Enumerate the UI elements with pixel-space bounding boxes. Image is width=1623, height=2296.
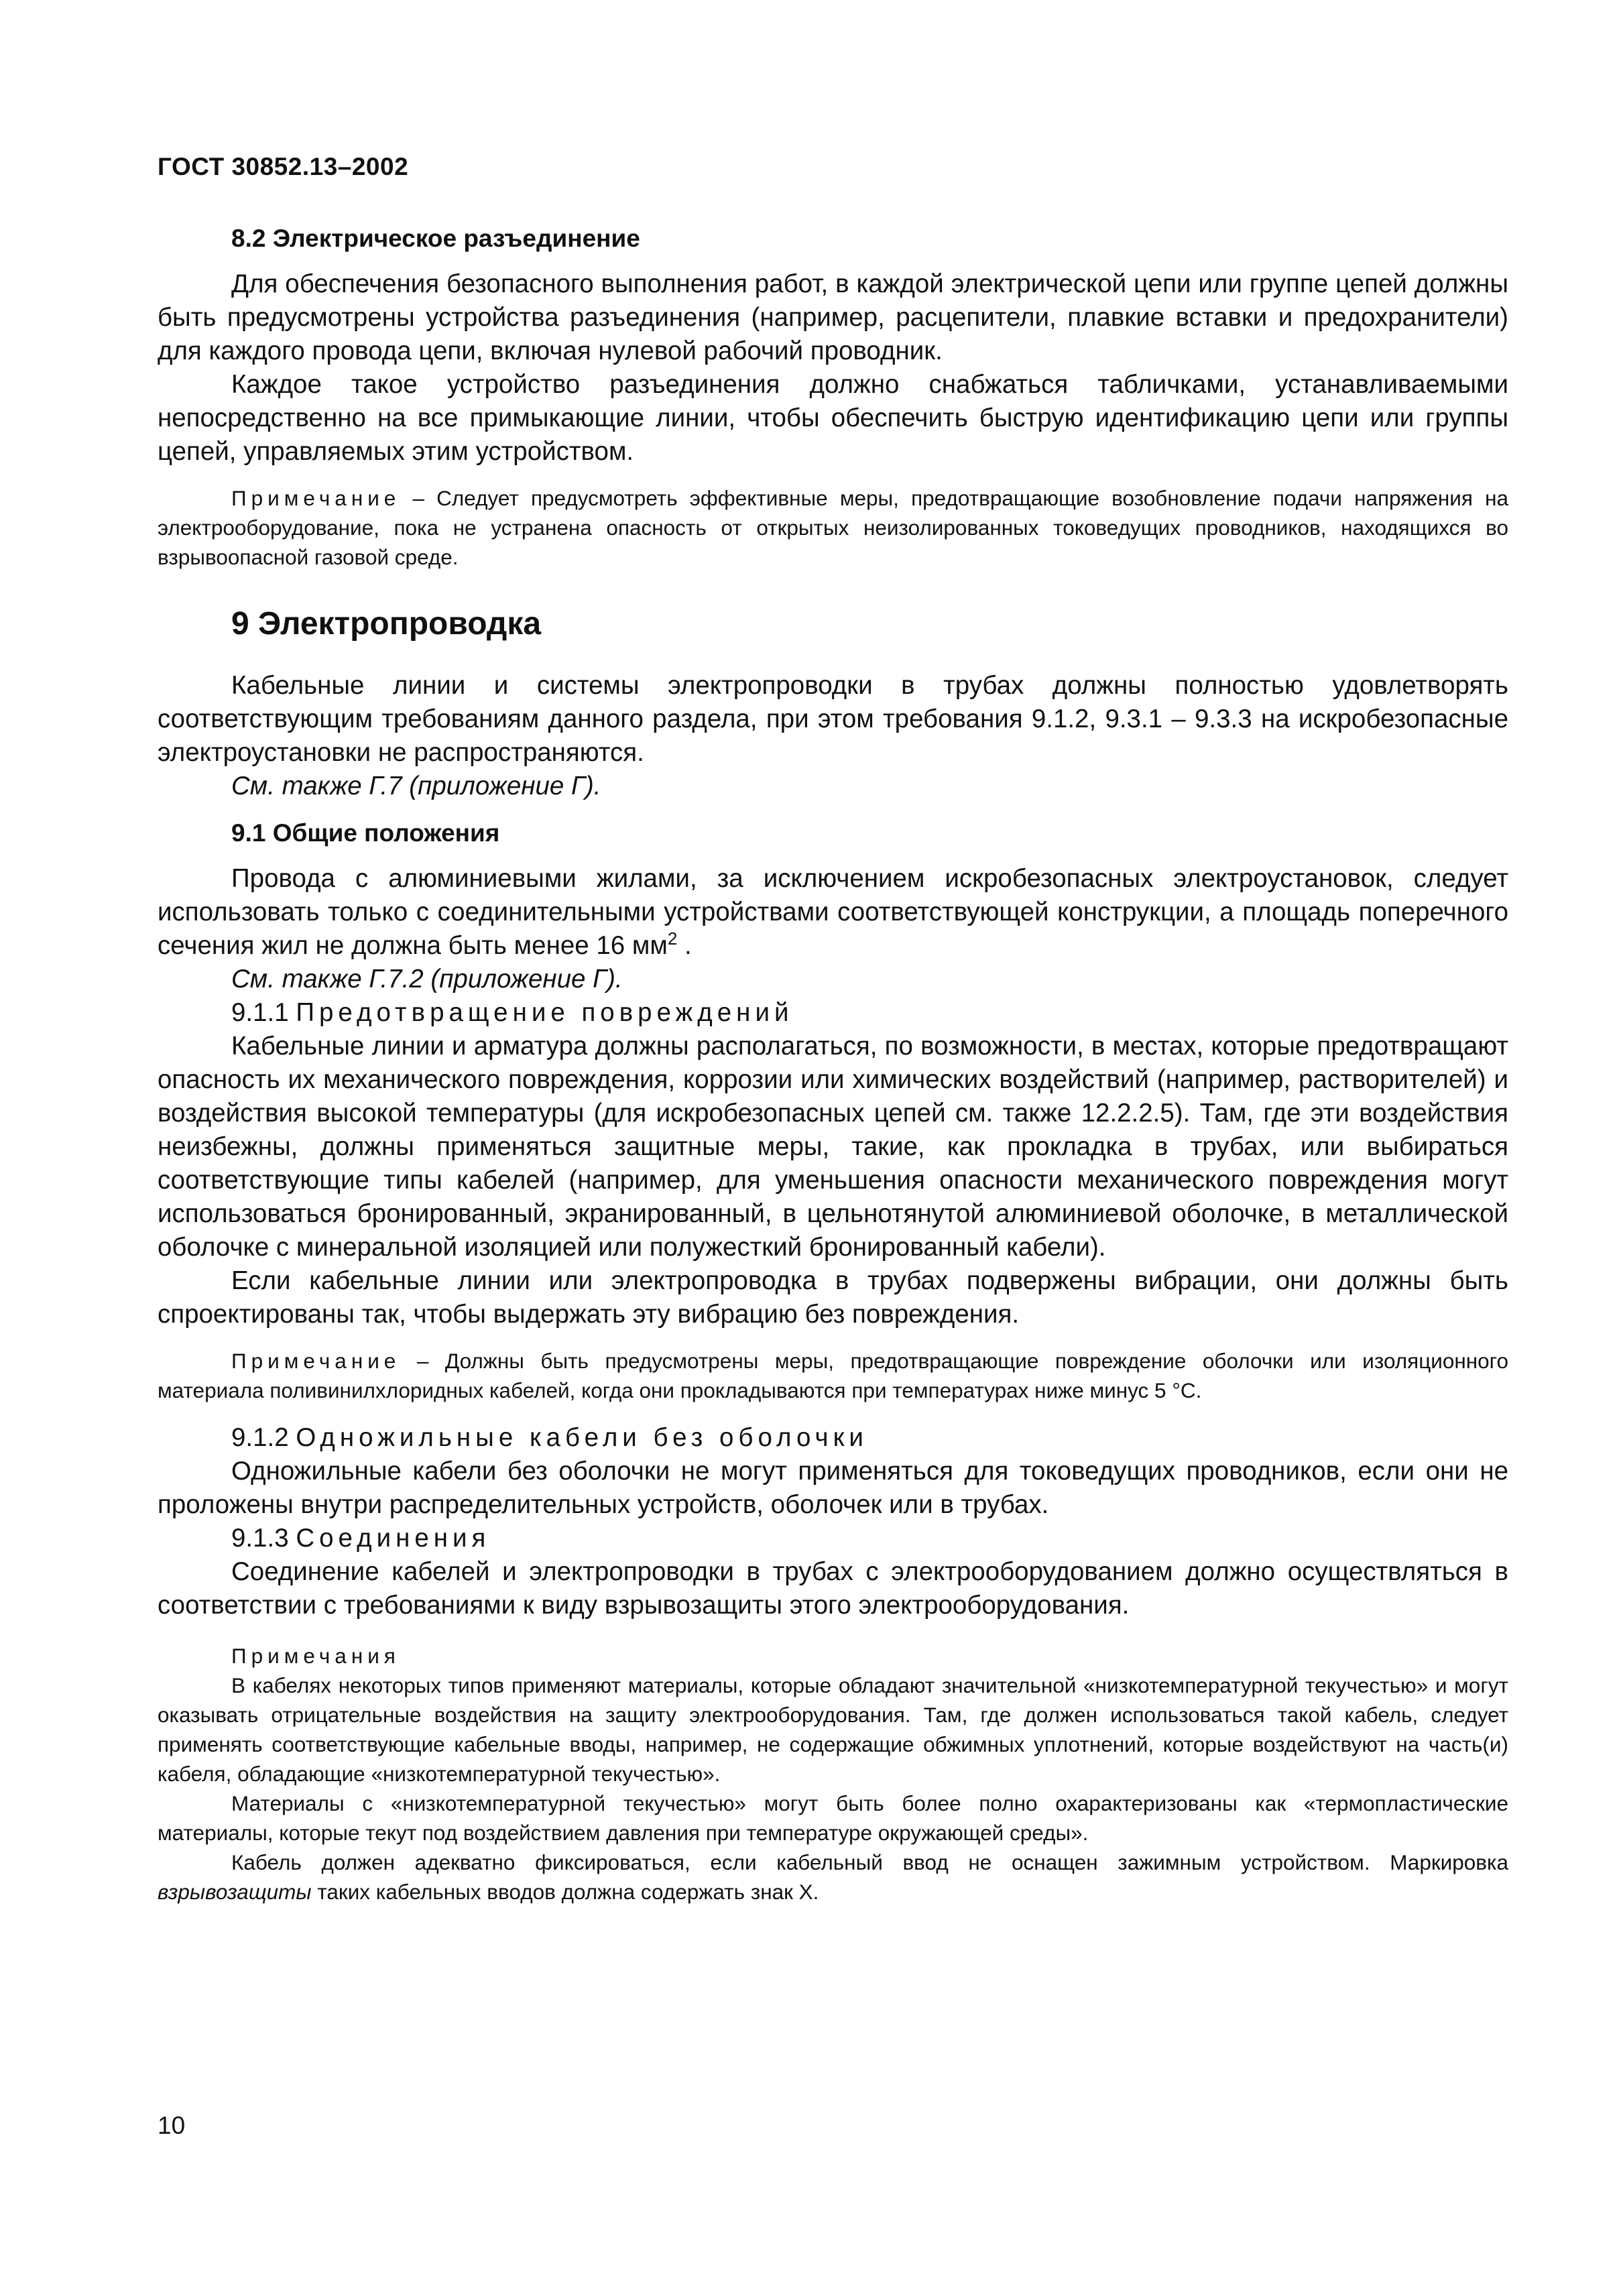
page-content [158,225,1508,1907]
paragraph-text: Провода с алюминиевыми жилами, за исключением искробезопасных электроустановок, следует использовать только с соединительными устройствами соответствующей конструкции, а площадь поперечного сечения жил не должна быть менее 16 мм [158,864,1508,960]
note-italic-term: взрывозащиты [158,1880,312,1904]
note-label: Примечание [231,1349,401,1373]
paragraph: Каждое такое устройство разъединения должно снабжаться табличками, устанавливаемыми непосредственно на все примыкающие линии, чтобы обеспечить быструю идентификацию цепи или группы цепей, управляемых этим устройством. [158,370,1508,466]
note-text: таких кабельных вводов должна содержать знак Х. [311,1880,819,1904]
cross-reference: См. также Г.7 (приложение Г). [231,772,601,800]
clause-number: 9.1.3 [231,1524,296,1553]
subsection-heading-9-1: 9.1 Общие положения [231,819,500,847]
section-heading-9: 9 Электропроводка [231,606,542,642]
cross-reference: См. также Г.7.2 (приложение Г). [231,965,623,993]
paragraph: Кабельные линии и арматура должны располагаться, по возможности, в местах, которые предотвращают опасность их механического повреждения, коррозии или химических воздействий (например, растворителей) и воздействия высокой температуры (для искробезопасных цепей см. также 12.2.2.5). Там, где эти воздействия неизбежны, должны применяться защитные меры, такие, как прокладка в трубах, или выбираться соответствующие типы кабелей (например, для уменьшения опасности механического повреждения могут использоваться бронированный, экранированный, в цельнотянутой алюминиевой оболочке, в металлической оболочке с минеральной изоляцией или полужесткий бронированный кабели). [158,1032,1508,1262]
page-number: 10 [158,2112,186,2139]
clause-heading-9-1-1 [158,996,1508,1030]
superscript: 2 [667,928,678,949]
paragraph-end: . [677,931,692,960]
notes-title: Примечания [231,1644,400,1668]
notes-block [158,1641,1508,1907]
clause-number: 9.1.1 [231,998,296,1027]
note [158,1346,1508,1405]
note-label: Примечание [231,486,401,510]
paragraph: Для обеспечения безопасного выполнения работ, в каждой электрической цепи или группе цепей должны быть предусмотрены устройства разъединения (например, расцепители, плавкие вставки и предохранители) для каждого провода цепи, включая нулевой рабочий проводник. [158,269,1508,365]
note-text: – Должны быть предусмотрены меры, предотвращающие повреждение оболочки или изоляционного материала поливинилхлоридных кабелей, когда они прокладываются при температурах ниже минус 5 °С. [158,1349,1508,1402]
paragraph [158,862,1508,963]
note-text: Кабель должен адекватно фиксироваться, если кабельный ввод не оснащен зажимным устройством. Маркировка [231,1850,1508,1874]
clause-title: Одножильные кабели без оболочки [296,1423,868,1452]
note-item: В кабелях некоторых типов применяют материалы, которые обладают значительной «низкотемпературной текучестью» и могут оказывать отрицательные воздействия на защиту электрооборудования. Там, где должен использоваться такой кабель, следует применять соответствующие кабельные вводы, например, не содержащие обжимных уплотнений, которые воздействуют на часть(и) кабеля, обладающие «низкотемпературной текучестью». [158,1673,1508,1786]
note-item [158,1848,1508,1907]
note-text: – Следует предусмотреть эффективные меры, предотвращающие возобновление подачи напряжения на электрооборудование, пока не устранена опасность от открытых неизолированных токоведущих проводников, находящихся во взрывоопасной газовой среде. [158,486,1508,569]
clause-heading-9-1-2 [158,1421,1508,1455]
paragraph: Соединение кабелей и электропроводки в трубах с электрооборудованием должно осуществляться в соответствии с требованиями к виду взрывозащиты этого электрооборудования. [158,1557,1508,1620]
note [158,483,1508,572]
clause-title: Соединения [296,1524,491,1553]
subsection-heading-8-2: 8.2 Электрическое разъединение [231,225,640,252]
note-item: Материалы с «низкотемпературной текучестью» могут быть более полно охарактеризованы как «термопластические материалы, которые текут под воздействием давления при температуре окружающей среды». [158,1791,1508,1845]
clause-title: Предотвращение повреждений [296,998,794,1027]
clause-number: 9.1.2 [231,1423,296,1452]
document-header: ГОСТ 30852.13–2002 [158,153,409,180]
paragraph: Кабельные линии и системы электропроводки в трубах должны полностью удовлетворять соответствующим требованиям данного раздела, при этом требования 9.1.2, 9.3.1 – 9.3.3 на искробезопасные электроустановки не распространяются. [158,671,1508,767]
paragraph: Одножильные кабели без оболочки не могут применяться для токоведущих проводников, если они не проложены внутри распределительных устройств, оболочек или в трубах. [158,1457,1508,1519]
paragraph: Если кабельные линии или электропроводка в трубах подвержены вибрации, они должны быть спроектированы так, чтобы выдержать эту вибрацию без повреждения. [158,1266,1508,1329]
clause-heading-9-1-3 [158,1522,1508,1555]
